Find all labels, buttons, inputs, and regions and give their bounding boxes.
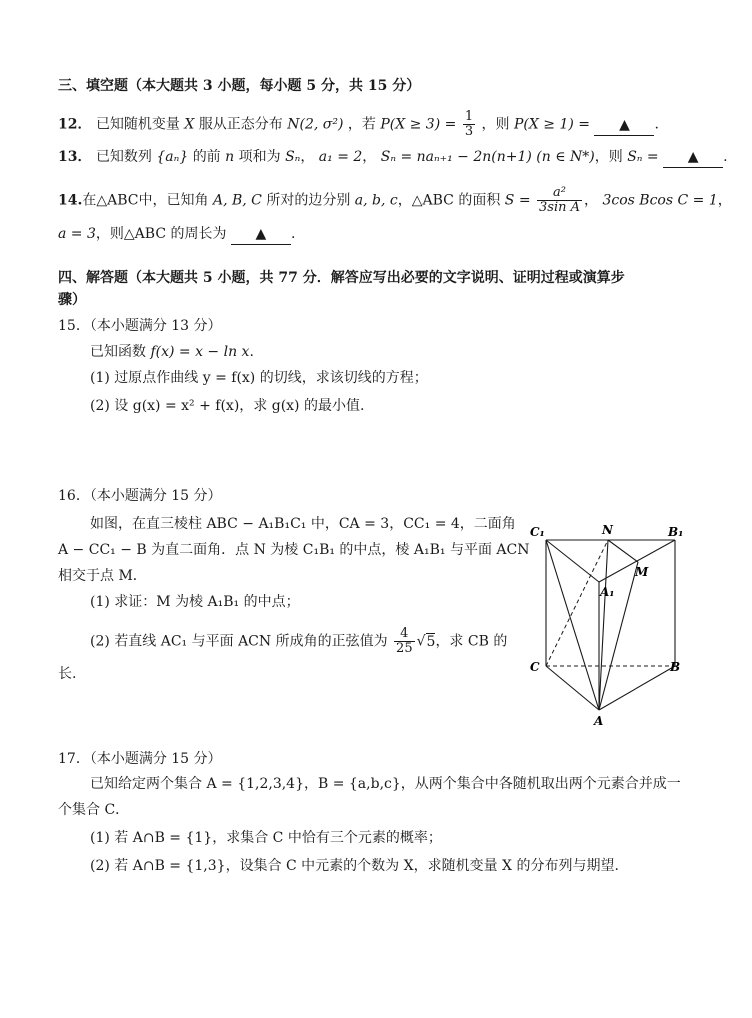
q13-answer-blank[interactable] (663, 147, 723, 168)
q17-line2: 个集合 C． (58, 802, 130, 818)
q17-line1: 已知给定两个集合 A = {1,2,3,4}，B = {a,b,c}，从两个集合中各随机取出两个元素合并成一 (90, 776, 681, 792)
triangle-icon: ▲ (687, 149, 699, 165)
edge-b-a (599, 666, 675, 710)
q13-text-f: ，则 (594, 149, 623, 165)
section4-title-line2: 骤） (58, 292, 86, 308)
q14-a-value: a = 3 (58, 226, 96, 242)
q16-line2: A − CC₁ − B 为直二面角．点 N 为棱 C₁B₁ 的中点，棱 A₁B₁ 与平面 ACN (58, 542, 530, 558)
q13-number: 13． (58, 149, 92, 165)
q12-text-b: 服从正态分布 (198, 116, 283, 133)
q16-line3: 相交于点 M． (58, 568, 147, 584)
label-b1: B₁ (668, 525, 684, 539)
q14-frac-den: 3sin A (539, 200, 581, 215)
q13-text-c: 项和为 (238, 149, 281, 165)
q12-distribution: N(2, σ²) (287, 116, 344, 133)
prism-figure (520, 518, 700, 730)
q12-fraction (463, 110, 475, 139)
q16-sqrt-value: 5 (426, 633, 436, 650)
q15-header: 15．（本小题满分 13 分） (58, 318, 222, 334)
q12-text-d: ，则 (481, 116, 510, 133)
q15-function: f(x) = x − ln x (150, 344, 250, 360)
q16-part2-text-b: ，求 CB 的 (435, 633, 508, 650)
q16-part1: (1) 求证：M 为棱 A₁B₁ 的中点； (90, 594, 300, 610)
label-a1: A₁ (600, 585, 615, 599)
question-13 (58, 147, 728, 168)
q12-condition: P(X ≥ 3) = (380, 116, 457, 133)
q16-part2-end: 长. (58, 666, 77, 682)
q12-frac-num: 1 (464, 109, 474, 124)
q14-text-e: ， (717, 192, 732, 209)
label-n: N (602, 523, 613, 537)
q13-relation: Sₙ = naₙ₊₁ − 2n(n+1) (n ∈ N*) (380, 149, 595, 165)
q16-part2 (90, 627, 507, 656)
q16-line1: 如图，在直三棱柱 ABC − A₁B₁C₁ 中，CA = 3，CC₁ = 4，二面角 (90, 516, 516, 532)
q12-text-a: 已知随机变量 (95, 116, 180, 133)
q13-a1: a₁ = 2 (318, 149, 363, 165)
q14-sides: a, b, c (354, 192, 398, 209)
q15-part1: (1) 过原点作曲线 y = f(x) 的切线，求该切线的方程； (90, 370, 428, 386)
question-14-line1 (58, 186, 732, 215)
question-14-line2 (58, 224, 295, 245)
q14-text-b: 所对的边分别 (266, 192, 351, 209)
sqrt-icon: √ (416, 633, 426, 650)
q15-stem (90, 342, 254, 362)
q15-stem-end: . (249, 344, 254, 360)
q15-stem-text: 已知函数 (90, 344, 146, 360)
q17-part2: (2) 若 A∩B = {1,3}，设集合 C 中元素的个数为 X，求随机变量 X 的分布列与期望. (90, 858, 619, 874)
label-c1: C₁ (530, 525, 545, 539)
q14-condition: 3cos Bcos C = 1 (602, 192, 718, 209)
q12-ask: P(X ≥ 1) = (514, 116, 591, 133)
q16-fraction (394, 627, 415, 656)
label-c: C (530, 660, 540, 674)
segment-n-a (599, 540, 608, 710)
q12-frac-den: 3 (464, 124, 474, 139)
edge-c1-a1 (546, 540, 599, 582)
q16-frac-num: 4 (394, 627, 415, 642)
q13-text-d: ， (300, 149, 315, 165)
q14-frac-num: a² (537, 186, 582, 201)
q12-answer-blank[interactable] (594, 115, 654, 136)
q14-number: 14. (58, 192, 83, 209)
q12-var: X (184, 116, 195, 133)
q17-header: 17．（本小题满分 15 分） (58, 751, 222, 767)
q14-text-d: ， (584, 192, 599, 209)
q14-end: . (290, 226, 296, 242)
label-m: M (635, 565, 649, 579)
edge-c-a (546, 666, 599, 710)
triangle-icon: ▲ (619, 116, 630, 133)
q13-end: . (723, 149, 728, 165)
q14-angles: A, B, C (212, 192, 262, 209)
q14-answer-blank[interactable] (231, 224, 291, 245)
section4-title-line1: 四、解答题（本大题共 5 小题，共 77 分．解答应写出必要的文字说明、证明过程或演算步 (58, 270, 625, 286)
q13-sn: Sₙ (285, 149, 301, 165)
q14-line2-text: ，则△ABC 的周长为 (95, 226, 227, 242)
q16-part2-text-a: (2) 若直线 AC₁ 与平面 ACN 所成角的正弦值为 (90, 633, 388, 650)
q13-n: n (225, 149, 235, 165)
q15-part2: (2) 设 g(x) = x² + f(x)，求 g(x) 的最小值. (90, 398, 365, 414)
q14-area: S = (504, 192, 531, 209)
q13-ask: Sₙ = (627, 149, 659, 165)
q16-header: 16．（本小题满分 15 分） (58, 488, 222, 504)
q12-number: 12． (58, 116, 92, 133)
label-a: A (594, 714, 604, 728)
q12-text-c: ，若 (347, 116, 376, 133)
q13-text-b: 的前 (192, 149, 221, 165)
q17-part1: (1) 若 A∩B = {1}，求集合 C 中恰有三个元素的概率； (90, 830, 442, 846)
segment-c1-a (546, 540, 599, 710)
question-12 (58, 110, 659, 139)
q14-text-a: 在△ABC中，已知角 (82, 192, 209, 209)
q16-frac-den: 25 (396, 641, 413, 656)
label-b: B (670, 660, 681, 674)
triangle-icon: ▲ (255, 226, 267, 242)
section3-title: 三、填空题（本大题共 3 小题，每小题 5 分，共 15 分） (58, 78, 421, 94)
q13-text-a: 已知数列 (95, 149, 152, 165)
q13-seq: {aₙ} (156, 149, 189, 165)
q14-fraction (537, 186, 582, 215)
prism-diagram (520, 518, 700, 730)
segment-n-m (608, 540, 638, 562)
q13-text-e: ， (362, 149, 377, 165)
q14-text-c: ，△ABC 的面积 (397, 192, 501, 209)
q12-end: . (654, 116, 659, 133)
